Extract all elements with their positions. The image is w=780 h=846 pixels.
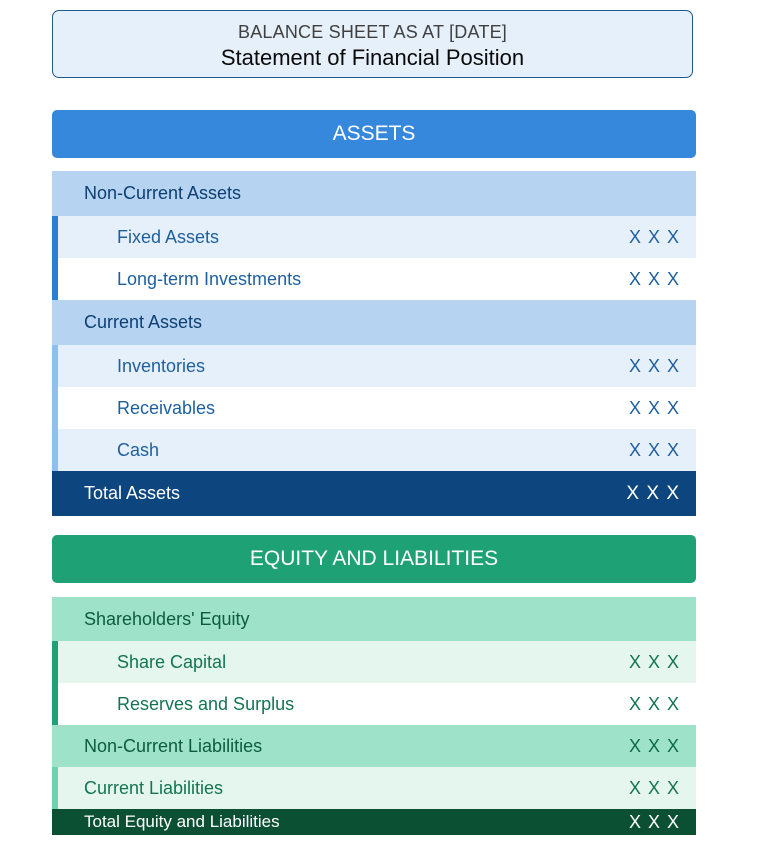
- statement-date-line: BALANCE SHEET AS AT [DATE]: [238, 22, 507, 42]
- current-assets-heading: [52, 300, 696, 345]
- total-label: Total Equity and Liabilities: [84, 812, 280, 831]
- line-item-value: X X X: [628, 355, 680, 376]
- total-value: X X X: [628, 811, 680, 832]
- line-item-value: X X X: [628, 439, 680, 460]
- line-item-value: X X X: [628, 397, 680, 418]
- line-item-label: Receivables: [117, 397, 216, 418]
- non-current-assets-heading: [52, 171, 696, 216]
- current-liabilities-row: [52, 767, 696, 809]
- line-item-value: X X X: [628, 693, 680, 714]
- line-item-share-capital: [52, 641, 696, 683]
- line-item-long-term-investments: [52, 258, 696, 300]
- section-value: X X X: [628, 735, 680, 756]
- line-item-reserves-surplus: [52, 683, 696, 725]
- section-heading-label: Current Assets: [84, 312, 203, 332]
- line-item-label: Cash: [117, 439, 160, 460]
- total-value: X X X: [626, 482, 680, 504]
- line-item-cash: [52, 429, 696, 471]
- total-assets-row: [52, 471, 696, 516]
- line-item-fixed-assets: [52, 216, 696, 258]
- line-item-value: X X X: [628, 651, 680, 672]
- assets-banner: ASSETS: [52, 110, 696, 158]
- line-item-receivables: [52, 387, 696, 429]
- line-item-label: Long-term Investments: [117, 268, 302, 289]
- section-heading-label: Non-Current Assets: [84, 183, 242, 203]
- line-item-inventories: [52, 345, 696, 387]
- line-item-label: Fixed Assets: [117, 226, 220, 247]
- section-heading-label: Non-Current Liabilities: [84, 735, 263, 756]
- line-item-value: X X X: [628, 226, 680, 247]
- equity-liabilities-banner: EQUITY AND LIABILITIES: [52, 535, 696, 583]
- shareholders-equity-heading: [52, 597, 696, 641]
- line-item-label: Inventories: [117, 355, 206, 376]
- line-item-value: X X X: [628, 268, 680, 289]
- line-item-label: Reserves and Surplus: [117, 693, 295, 714]
- section-value: X X X: [628, 777, 680, 798]
- total-label: Total Assets: [84, 483, 181, 503]
- statement-title-box: [52, 10, 693, 78]
- statement-title: Statement of Financial Position: [220, 45, 525, 70]
- section-heading-label: Current Liabilities: [84, 777, 224, 798]
- line-item-label: Share Capital: [117, 651, 227, 672]
- section-heading-label: Shareholders' Equity: [84, 608, 250, 629]
- non-current-liabilities-row: [52, 725, 696, 767]
- total-equity-liabilities-row: [52, 809, 696, 835]
